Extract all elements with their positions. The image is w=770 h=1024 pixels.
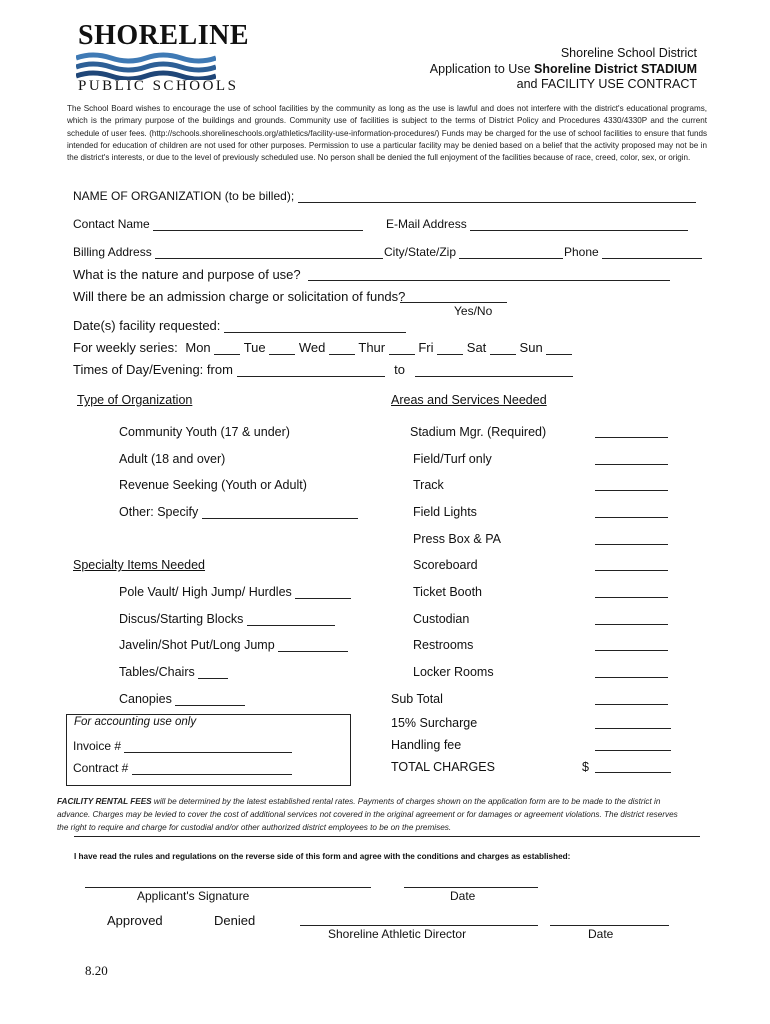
day-thur-line[interactable] [389,342,415,355]
city-state-zip-label: City/State/Zip [384,245,457,259]
purpose-label: What is the nature and purpose of use? [73,267,301,282]
day-sun: Sun [519,340,543,355]
invoice-label: Invoice # [73,739,122,753]
area-restrooms-line[interactable] [595,650,668,651]
area-ticket-booth[interactable]: Ticket Booth [413,585,483,599]
day-sat-line[interactable] [490,342,516,355]
specialty-discus-label: Discus/Starting Blocks [119,612,244,626]
day-wed-line[interactable] [329,342,355,355]
area-stadium-mgr[interactable]: Stadium Mgr. (Required) [410,425,547,439]
city-state-zip-field[interactable] [384,245,563,259]
rental-note-text: will be determined by the latest established rental rates. Payments of charges shown on the application form are to be made to the district in advance. Charges may be levied to cover the cost of additional services not covered in the original agreement or for damages or agreement violations. The district reserves the right to require and charge for custodial and/or other authorized district employees to be on the premises. [57,797,678,832]
email-line[interactable] [470,218,688,231]
total-line[interactable] [595,772,671,773]
area-press-box[interactable]: Press Box & PA [413,532,501,546]
date2-label: Date [588,927,614,941]
day-wed: Wed [298,340,326,355]
city-state-zip-line[interactable] [459,246,563,259]
day-sat: Sat [466,340,487,355]
admission-label: Will there be an admission charge or solicitation of funds? [73,289,406,304]
area-track[interactable]: Track [413,478,444,492]
date1-line[interactable] [404,887,538,888]
total-dollar: $ [582,760,589,774]
rental-note [57,795,682,834]
org-name-line[interactable] [298,190,696,203]
specialty-javelin[interactable] [119,638,348,652]
specialty-heading: Specialty Items Needed [73,558,206,572]
handling-line[interactable] [595,750,671,751]
area-track-line[interactable] [595,490,668,491]
contract-field[interactable] [73,761,292,775]
divider [74,836,700,837]
org-type-community-youth[interactable]: Community Youth (17 & under) [119,425,290,439]
areas-heading: Areas and Services Needed [391,393,547,407]
logo-title: SHORELINE [78,20,249,51]
approved-label[interactable]: Approved [107,913,163,928]
rental-note-bold: FACILITY RENTAL FEES [57,797,152,806]
times-to-line[interactable] [415,364,573,377]
org-type-adult[interactable]: Adult (18 and over) [119,452,226,466]
director-label: Shoreline Athletic Director [328,927,467,941]
denied-label[interactable]: Denied [214,913,256,928]
surcharge-line[interactable] [595,728,671,729]
day-fri: Fri [418,340,434,355]
agreement-text: I have read the rules and regulations on the reverse side of this form and agree with the conditions and charges as established: [74,852,571,861]
specialty-discus-line[interactable] [247,613,335,626]
billing-address-line[interactable] [155,246,383,259]
admission-line[interactable] [400,302,507,303]
specialty-pole-vault-line[interactable] [295,586,351,599]
area-scoreboard[interactable]: Scoreboard [413,558,478,572]
billing-address-field[interactable] [73,245,383,259]
header-line3: and FACILITY USE CONTRACT [516,77,697,91]
subtotal-line[interactable] [595,704,668,705]
applicant-signature-label: Applicant's Signature [137,889,250,903]
day-mon: Mon [185,340,211,355]
dates-line[interactable] [224,320,406,333]
header-line2 [430,62,697,76]
times-from-line[interactable] [237,364,385,377]
area-locker-rooms-line[interactable] [595,677,668,678]
area-field-turf[interactable]: Field/Turf only [413,452,492,466]
specialty-tables-label: Tables/Chairs [119,665,195,679]
weekly-series-field[interactable] [73,340,572,355]
day-tue-line[interactable] [269,342,295,355]
org-type-other-line[interactable] [202,506,358,519]
org-type-revenue-seeking[interactable]: Revenue Seeking (Youth or Adult) [119,478,307,492]
specialty-tables-line[interactable] [198,666,228,679]
contract-label: Contract # [73,761,129,775]
area-locker-rooms[interactable]: Locker Rooms [413,665,494,679]
area-custodian-line[interactable] [595,624,668,625]
purpose-field[interactable] [73,267,301,282]
header-line2-bold: Shoreline District STADIUM [534,62,697,76]
footer-code: 8.20 [85,963,108,978]
day-fri-line[interactable] [437,342,463,355]
contact-name-line[interactable] [153,218,363,231]
specialty-canopies[interactable] [119,692,245,706]
specialty-pole-vault[interactable] [119,585,351,599]
area-field-lights[interactable]: Field Lights [413,505,477,519]
weekly-label: For weekly series: [73,340,178,355]
contract-line[interactable] [132,762,292,775]
phone-label: Phone [564,245,599,259]
phone-line[interactable] [602,246,702,259]
total-label: TOTAL CHARGES [391,760,495,774]
area-press-box-line[interactable] [595,544,668,545]
yes-no-label: Yes/No [454,304,493,318]
header-line1: Shoreline School District [560,46,697,60]
admission-field[interactable] [73,289,405,304]
dates-field[interactable] [73,318,406,333]
date2-line[interactable] [550,925,669,926]
billing-address-label: Billing Address [73,245,152,259]
date1-label: Date [450,889,476,903]
header-line2-prefix: Application to Use [429,62,535,76]
logo-subtitle: PUBLIC SCHOOLS [78,78,239,94]
day-thur: Thur [358,340,386,355]
day-mon-line[interactable] [214,342,240,355]
contact-name-field[interactable] [73,217,363,231]
invoice-line[interactable] [124,740,292,753]
intro-paragraph: The School Board wishes to encourage the use of school facilities by the community as long as the use is lawful and does not interfere with the district's educational programs, which is the primary purpose of the buildings and grounds. Community use of facilities is subject to the terms of District Policy and Procedures 4330/4330P and the current schedule of user fees. (http://schools.shorelineschools.org/athletics/facility-use-information-procedures/) Funds may be charged for the use of school facilities to ensure that funds intended for education of children are not used for other purposes. Permission to use a particular facility may be denied based on a belief that the activity proposed may not be in the district's interests, or due to the level of previously scheduled use. No person shall be denied the full enjoyment of the facilities because of race, creed, color, sex, or origin. [67,104,707,163]
times-field[interactable] [73,362,573,377]
times-to-label: to [394,362,405,377]
day-sun-line[interactable] [546,342,572,355]
org-name-field[interactable] [73,189,696,203]
applicant-signature-line[interactable] [85,887,371,888]
specialty-pole-vault-label: Pole Vault/ High Jump/ Hurdles [119,585,292,599]
area-stadium-mgr-line[interactable] [595,437,668,438]
org-type-heading: Type of Organization [77,393,193,407]
dates-label: Date(s) facility requested: [73,318,221,333]
director-line[interactable] [300,925,538,926]
area-scoreboard-line[interactable] [595,570,668,571]
invoice-field[interactable] [73,739,292,753]
area-restrooms[interactable]: Restrooms [413,638,474,652]
day-tue: Tue [243,340,266,355]
specialty-javelin-line[interactable] [278,639,348,652]
area-custodian[interactable]: Custodian [413,612,470,626]
accounting-title: For accounting use only [74,716,197,728]
surcharge-label: 15% Surcharge [391,716,478,730]
org-type-other-label: Other: Specify [119,505,199,519]
specialty-tables[interactable] [119,665,228,679]
email-field[interactable] [386,217,688,231]
contact-name-label: Contact Name [73,217,150,231]
phone-field[interactable] [564,245,702,259]
org-name-label: NAME OF ORGANIZATION (to be billed); [73,189,295,203]
specialty-javelin-label: Javelin/Shot Put/Long Jump [119,638,275,652]
logo-waves [76,52,216,80]
area-ticket-booth-line[interactable] [595,597,668,598]
org-type-other[interactable] [119,505,358,519]
specialty-discus[interactable] [119,612,335,626]
email-label: E-Mail Address [386,217,467,231]
handling-label: Handling fee [391,738,462,752]
subtotal-label: Sub Total [391,692,443,706]
purpose-line[interactable] [308,280,670,281]
area-field-turf-line[interactable] [595,464,668,465]
times-label: Times of Day/Evening: from [73,362,233,377]
area-field-lights-line[interactable] [595,517,668,518]
specialty-canopies-line[interactable] [175,693,245,706]
specialty-canopies-label: Canopies [119,692,172,706]
